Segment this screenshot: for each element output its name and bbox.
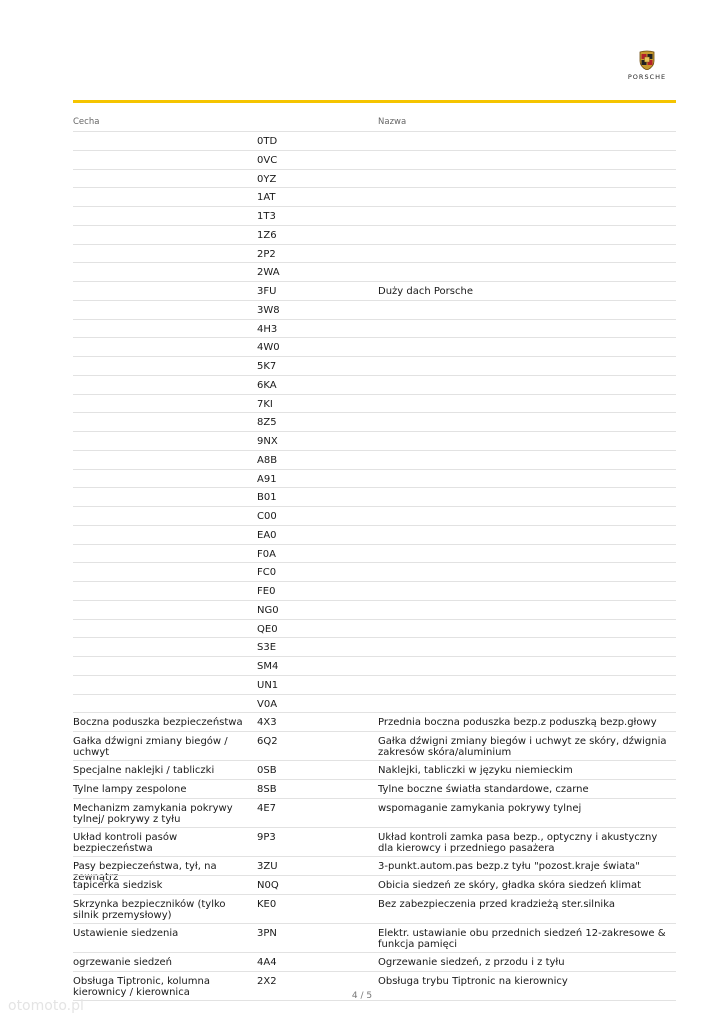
table-row (73, 731, 676, 760)
row-code: S3E (257, 642, 277, 654)
row-feature: Specjalne naklejki / tabliczki (73, 765, 215, 777)
table-row (73, 150, 676, 169)
row-code: V0A (257, 698, 278, 710)
row-code: A91 (257, 473, 277, 485)
table-row (73, 562, 676, 581)
row-feature: Skrzynka bezpieczników (tylko silnik przemysłowy) (73, 899, 226, 922)
row-feature: Tylne lampy zespolone (73, 784, 187, 796)
table-row (73, 487, 676, 506)
table-row (73, 656, 676, 675)
row-name: Elektr. ustawianie obu przednich siedzeń 12-zakresowe & funkcja pamięci (378, 928, 666, 951)
column-header-feature: Cecha (73, 117, 100, 127)
table-row (73, 952, 676, 971)
row-code: QE0 (257, 623, 278, 635)
porsche-crest-icon (639, 50, 655, 70)
row-feature: Pasy bezpieczeństwa, tył, na zewnątrz (73, 861, 217, 884)
table-row (73, 712, 676, 731)
column-header-name: Nazwa (378, 117, 407, 127)
row-name: Przednia boczna poduszka bezp.z poduszką bezp.głowy (378, 717, 657, 729)
table-row (73, 856, 676, 884)
row-code: 0YZ (257, 173, 277, 185)
row-code: 1T3 (257, 211, 276, 222)
row-code: C00 (257, 511, 277, 522)
row-code: 0TD (257, 136, 278, 147)
table-row (73, 637, 676, 656)
equipment-table (73, 131, 676, 1001)
table-row (73, 525, 676, 544)
row-code: NG0 (257, 604, 279, 616)
row-code: 3PN (257, 928, 277, 940)
row-code: KE0 (257, 899, 277, 911)
table-row (73, 506, 676, 525)
table-row (73, 450, 676, 469)
row-feature: Obsługa Tiptronic, kolumna kierownicy / kierownica (73, 976, 210, 999)
row-code: 9P3 (257, 832, 276, 844)
row-code: 4E7 (257, 803, 277, 815)
table-row (73, 319, 676, 338)
row-code: 8SB (257, 784, 277, 796)
table-row (73, 394, 676, 413)
table-row (73, 131, 676, 150)
table-row (73, 281, 676, 300)
row-code: 6KA (257, 379, 277, 391)
table-row (73, 779, 676, 798)
row-code: 1Z6 (257, 229, 277, 241)
row-name: 3-punkt.autom.pas bezp.z tyłu "pozost.kraje świata" (378, 861, 640, 873)
table-row (73, 262, 676, 281)
row-code: 1AT (257, 192, 276, 204)
row-code: 3W8 (257, 304, 280, 316)
row-feature: Mechanizm zamykania pokrywy tylnej/ pokrywy z tyłu (73, 803, 233, 826)
row-code: 4A4 (257, 957, 277, 969)
table-row (73, 375, 676, 394)
row-code: 3FU (257, 286, 277, 297)
table-row (73, 206, 676, 225)
row-code: F0A (257, 548, 276, 560)
row-name: Tylne boczne światła standardowe, czarne (378, 784, 589, 796)
row-name: Obicia siedzeń ze skóry, gładka skóra siedzeń klimat (378, 880, 642, 892)
row-code: 3ZU (257, 861, 278, 873)
row-name: Układ kontroli zamka pasa bezp., optyczny i akustyczny dla kierowcy i przedniego pasażera (378, 832, 658, 855)
table-row (73, 760, 676, 779)
row-code: FC0 (257, 567, 277, 579)
row-code: A8B (257, 454, 278, 466)
table-header (73, 117, 676, 130)
row-name: Naklejki, tabliczki w języku niemieckim (378, 765, 573, 777)
table-row (73, 356, 676, 375)
row-name: Duży dach Porsche (378, 286, 473, 297)
row-code: 2P2 (257, 248, 276, 260)
table-row (73, 600, 676, 619)
porsche-logo (618, 50, 676, 84)
row-code: SM4 (257, 661, 279, 672)
table-row (73, 827, 676, 856)
table-row (73, 244, 676, 263)
row-code: B01 (257, 492, 277, 504)
header-accent-rule (73, 100, 676, 103)
table-row (73, 544, 676, 563)
row-code: 8Z5 (257, 417, 277, 429)
table-row (73, 894, 676, 923)
brand-wordmark: PORSCHE (627, 73, 667, 81)
row-code: N0Q (257, 880, 279, 892)
table-row (73, 169, 676, 188)
table-row (73, 300, 676, 319)
row-code: UN1 (257, 679, 279, 691)
row-name: Obsługa trybu Tiptronic na kierownicy (378, 976, 568, 988)
table-row (73, 469, 676, 488)
row-code: 4X3 (257, 717, 277, 729)
table-row (73, 431, 676, 450)
row-feature: Ustawienie siedzenia (73, 928, 179, 940)
row-code: 0SB (257, 765, 277, 777)
row-name: Bez zabezpieczenia przed kradzieżą ster.silnika (378, 899, 615, 911)
table-row (73, 619, 676, 638)
table-row (73, 187, 676, 206)
row-code: FE0 (257, 586, 276, 597)
row-code: 0VC (257, 154, 278, 166)
row-code: 4H3 (257, 323, 278, 335)
row-feature: tapicerka siedzisk (73, 880, 163, 892)
watermark: otomoto.pl (8, 998, 84, 1014)
row-feature: Gałka dźwigni zmiany biegów / uchwyt (73, 736, 228, 759)
row-name: wspomaganie zamykania pokrywy tylnej (378, 803, 582, 815)
row-code: 2WA (257, 267, 280, 279)
row-feature: ogrzewanie siedzeń (73, 957, 172, 969)
row-code: 5K7 (257, 361, 277, 372)
table-row (73, 337, 676, 356)
table-row (73, 675, 676, 694)
row-code: 6Q2 (257, 736, 278, 748)
table-row (73, 581, 676, 600)
table-row (73, 798, 676, 827)
row-code: 2X2 (257, 976, 277, 988)
table-row (73, 412, 676, 431)
row-feature: Układ kontroli pasów bezpieczeństwa (73, 832, 178, 855)
row-code: EA0 (257, 529, 277, 541)
row-feature: Boczna poduszka bezpieczeństwa (73, 717, 243, 729)
table-row (73, 875, 676, 894)
row-code: 4W0 (257, 342, 280, 354)
table-row (73, 923, 676, 952)
table-row (73, 225, 676, 244)
row-name: Ogrzewanie siedzeń, z przodu i z tyłu (378, 957, 565, 969)
table-row (73, 694, 676, 713)
page-number: 4 / 5 (351, 991, 373, 1001)
row-name: Gałka dźwigni zmiany biegów i uchwyt ze skóry, dźwignia zakresów skóra/aluminium (378, 736, 667, 759)
row-code: 9NX (257, 436, 278, 447)
row-code: 7KI (257, 398, 273, 410)
